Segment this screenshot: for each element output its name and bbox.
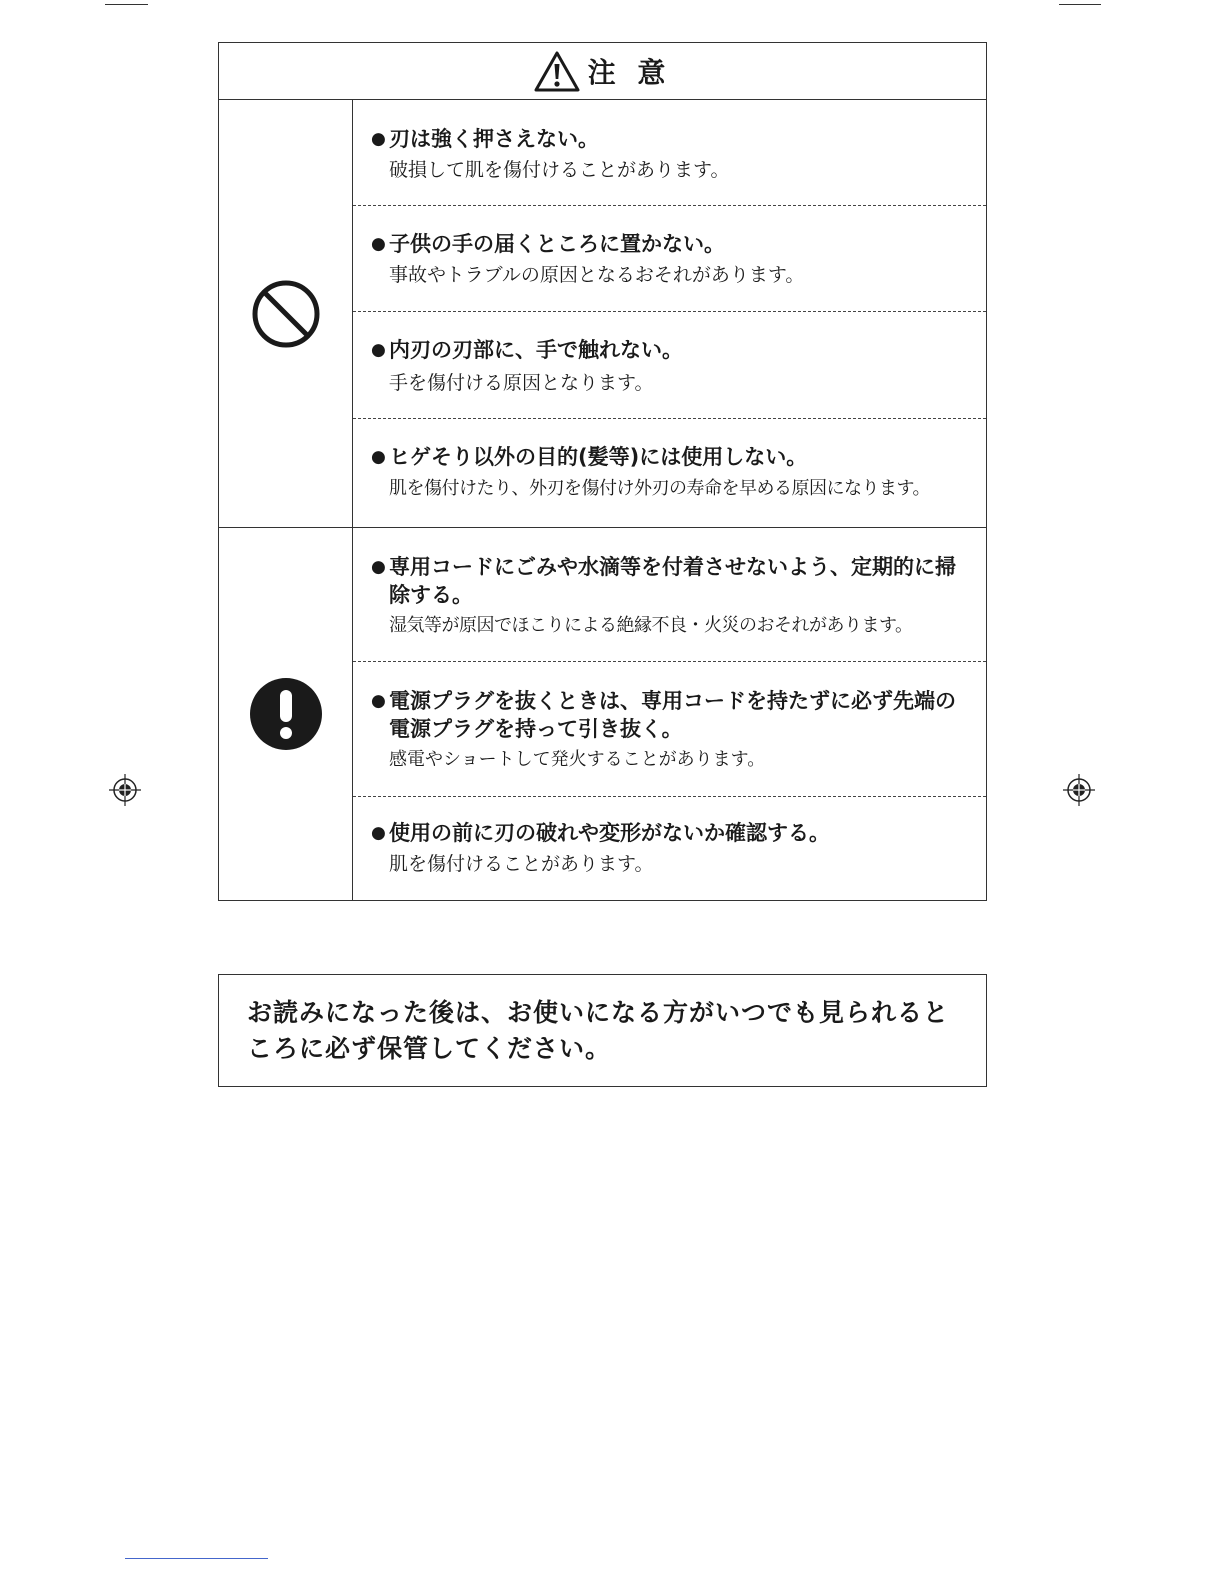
footer-rule <box>125 1558 268 1559</box>
prohibition-section <box>219 100 986 528</box>
item-detail: 肌を傷付けることがあります。 <box>389 853 654 875</box>
bullet-icon: ● <box>371 340 386 360</box>
prohibition-icon-column <box>219 100 353 527</box>
item-heading: 専用コードにごみや水滴等を付着させないよう、定期的に掃除する。 <box>389 555 956 607</box>
registration-mark-right-icon <box>1062 773 1096 807</box>
list-item <box>353 528 986 662</box>
item-detail: 破損して肌を傷付けることがあります。 <box>389 159 730 181</box>
item-heading: ヒゲそり以外の目的(髪等)には使用しない。 <box>389 445 808 469</box>
registration-mark-left-icon <box>108 773 142 807</box>
list-item <box>353 662 986 797</box>
item-heading: 刃は強く押さえない。 <box>389 127 599 151</box>
caution-title: 注 意 <box>587 56 672 89</box>
crop-mark-top-right <box>1059 4 1101 5</box>
bullet-icon: ● <box>371 823 386 843</box>
prohibition-list <box>353 100 986 527</box>
list-item <box>353 419 986 527</box>
list-item <box>353 206 986 312</box>
item-heading: 内刃の刃部に、手で触れない。 <box>389 338 683 362</box>
warning-triangle-icon <box>534 50 580 92</box>
item-heading: 電源プラグを抜くときは、専用コードを持たずに必ず先端の電源プラグを持って引き抜く。 <box>389 689 956 741</box>
list-item <box>353 797 986 900</box>
item-heading: 使用の前に刃の破れや変形がないか確認する。 <box>389 821 830 845</box>
storage-notice-text: お読みになった後は、お使いになる方がいつでも見られるところに必ず保管してください。 <box>247 998 950 1063</box>
bullet-icon: ● <box>371 234 386 254</box>
caution-header <box>219 43 986 100</box>
crop-mark-top-left <box>105 4 148 5</box>
bullet-icon: ● <box>371 691 386 711</box>
item-detail: 湿気等が原因でほこりによる絶縁不良・火災のおそれがあります。 <box>389 615 913 636</box>
bullet-icon: ● <box>371 447 386 467</box>
item-detail: 肌を傷付けたり、外刃を傷付け外刃の寿命を早める原因になります。 <box>389 478 931 499</box>
bullet-icon: ● <box>371 557 386 577</box>
caution-box <box>218 42 987 901</box>
bullet-icon: ● <box>371 129 386 149</box>
item-detail: 事故やトラブルの原因となるおそれがあります。 <box>389 264 805 286</box>
instruction-section <box>219 528 986 900</box>
storage-notice-box <box>218 974 987 1087</box>
mandatory-action-icon <box>249 677 323 751</box>
item-detail: 手を傷付ける原因となります。 <box>389 372 654 394</box>
instruction-list <box>353 528 986 900</box>
list-item <box>353 100 986 206</box>
instruction-icon-column <box>219 528 353 900</box>
item-detail: 感電やショートして発火することがあります。 <box>389 749 766 770</box>
list-item <box>353 312 986 419</box>
item-heading: 子供の手の届くところに置かない。 <box>389 232 725 256</box>
prohibition-icon <box>250 278 322 350</box>
